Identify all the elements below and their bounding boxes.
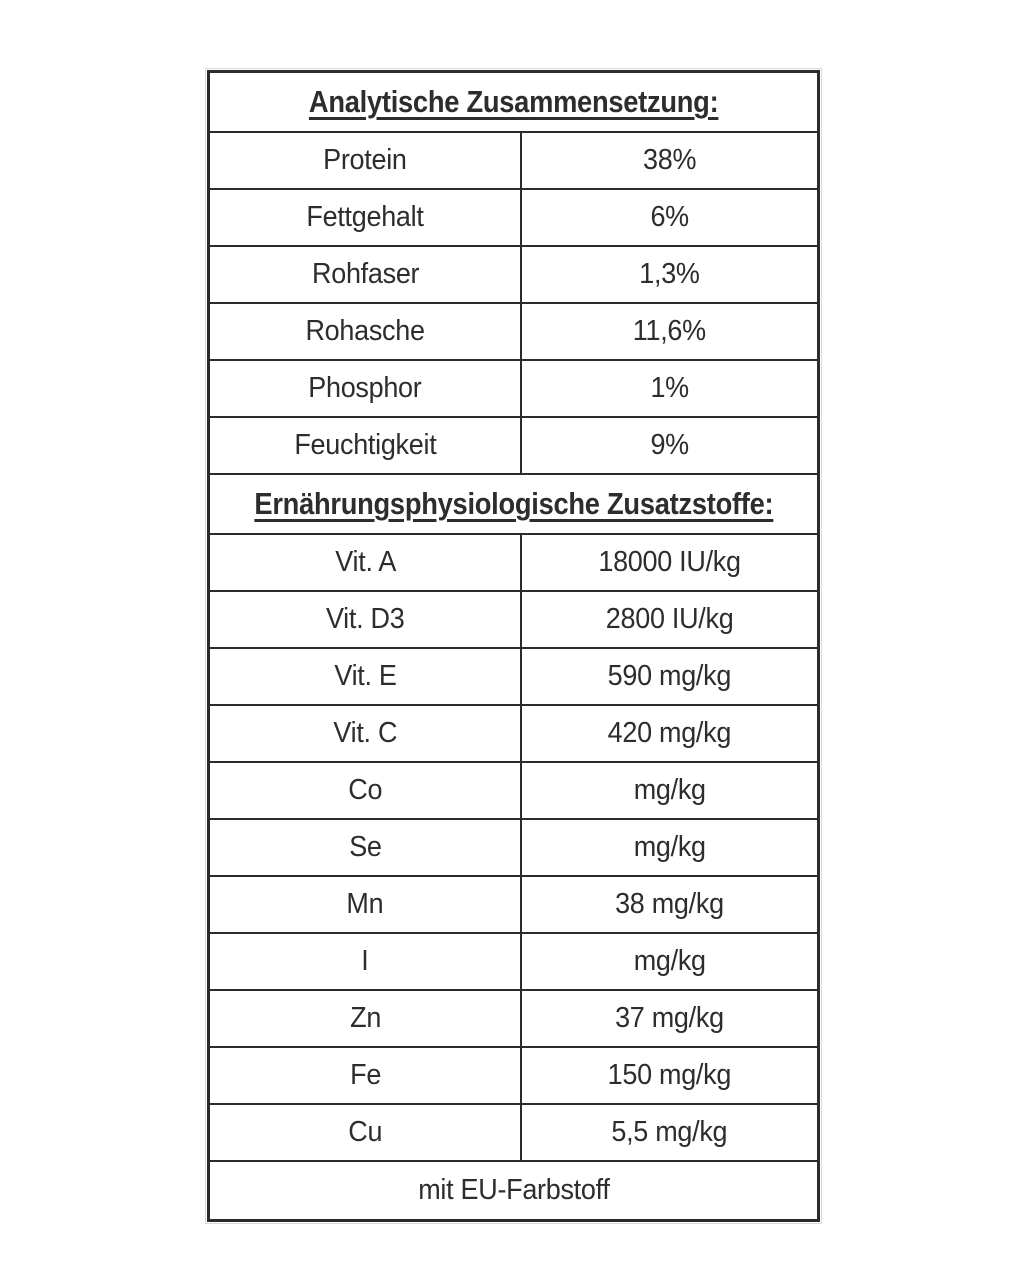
table-footer — [209, 1161, 819, 1221]
nutrient-value: mg/kg — [521, 933, 818, 990]
section-header-text: Analytische Zusammensetzung: — [308, 84, 719, 119]
nutrient-value: 38% — [521, 132, 818, 189]
table-row — [209, 246, 819, 303]
nutrient-value: 38 mg/kg — [521, 876, 818, 933]
table-row — [209, 648, 819, 705]
table-row — [209, 933, 819, 990]
nutrition-table — [207, 70, 820, 1222]
table-row — [209, 819, 819, 876]
table-row — [209, 1104, 819, 1161]
table-row — [209, 990, 819, 1047]
table-row — [209, 474, 819, 534]
nutrient-label: Vit. E — [209, 648, 522, 705]
nutrient-label: Vit. D3 — [209, 591, 522, 648]
nutrient-label: Phosphor — [209, 360, 522, 417]
nutrient-value: mg/kg — [521, 819, 818, 876]
nutrient-value: mg/kg — [521, 762, 818, 819]
nutrient-value: 9% — [521, 417, 818, 474]
nutrient-value: 6% — [521, 189, 818, 246]
nutrient-label: Rohfaser — [209, 246, 522, 303]
nutrient-value: 18000 IU/kg — [521, 534, 818, 591]
nutrient-label: Rohasche — [209, 303, 522, 360]
nutrient-label: Se — [209, 819, 522, 876]
table-row — [209, 534, 819, 591]
table-row — [209, 417, 819, 474]
table-row — [209, 1161, 819, 1221]
table-row — [209, 762, 819, 819]
nutrient-label: Mn — [209, 876, 522, 933]
nutrient-value: 1% — [521, 360, 818, 417]
nutrient-label: Vit. A — [209, 534, 522, 591]
section-header-text: Ernährungsphysiologische Zusatzstoffe: — [254, 486, 773, 521]
table-row — [209, 705, 819, 762]
nutrient-label: Protein — [209, 132, 522, 189]
table-row — [209, 303, 819, 360]
nutrient-label: Fettgehalt — [209, 189, 522, 246]
table-row — [209, 360, 819, 417]
nutrient-value: 590 mg/kg — [521, 648, 818, 705]
footer-text: mit EU-Farbstoff — [417, 1174, 610, 1206]
table-row — [209, 591, 819, 648]
nutrient-value: 11,6% — [521, 303, 818, 360]
nutrient-value: 150 mg/kg — [521, 1047, 818, 1104]
table-row — [209, 876, 819, 933]
nutrient-label: I — [209, 933, 522, 990]
analytical-composition-header — [209, 72, 819, 133]
nutrient-label: Zn — [209, 990, 522, 1047]
nutrient-value: 420 mg/kg — [521, 705, 818, 762]
table-row — [209, 189, 819, 246]
nutrient-label: Fe — [209, 1047, 522, 1104]
table-row — [209, 1047, 819, 1104]
nutrient-label: Vit. C — [209, 705, 522, 762]
nutrient-value: 5,5 mg/kg — [521, 1104, 818, 1161]
nutritional-additives-header — [209, 474, 819, 534]
nutrient-value: 37 mg/kg — [521, 990, 818, 1047]
table-row — [209, 72, 819, 133]
nutrient-value: 2800 IU/kg — [521, 591, 818, 648]
nutrient-value: 1,3% — [521, 246, 818, 303]
nutrient-label: Feuchtigkeit — [209, 417, 522, 474]
nutrient-label: Co — [209, 762, 522, 819]
nutrient-label: Cu — [209, 1104, 522, 1161]
table-row — [209, 132, 819, 189]
